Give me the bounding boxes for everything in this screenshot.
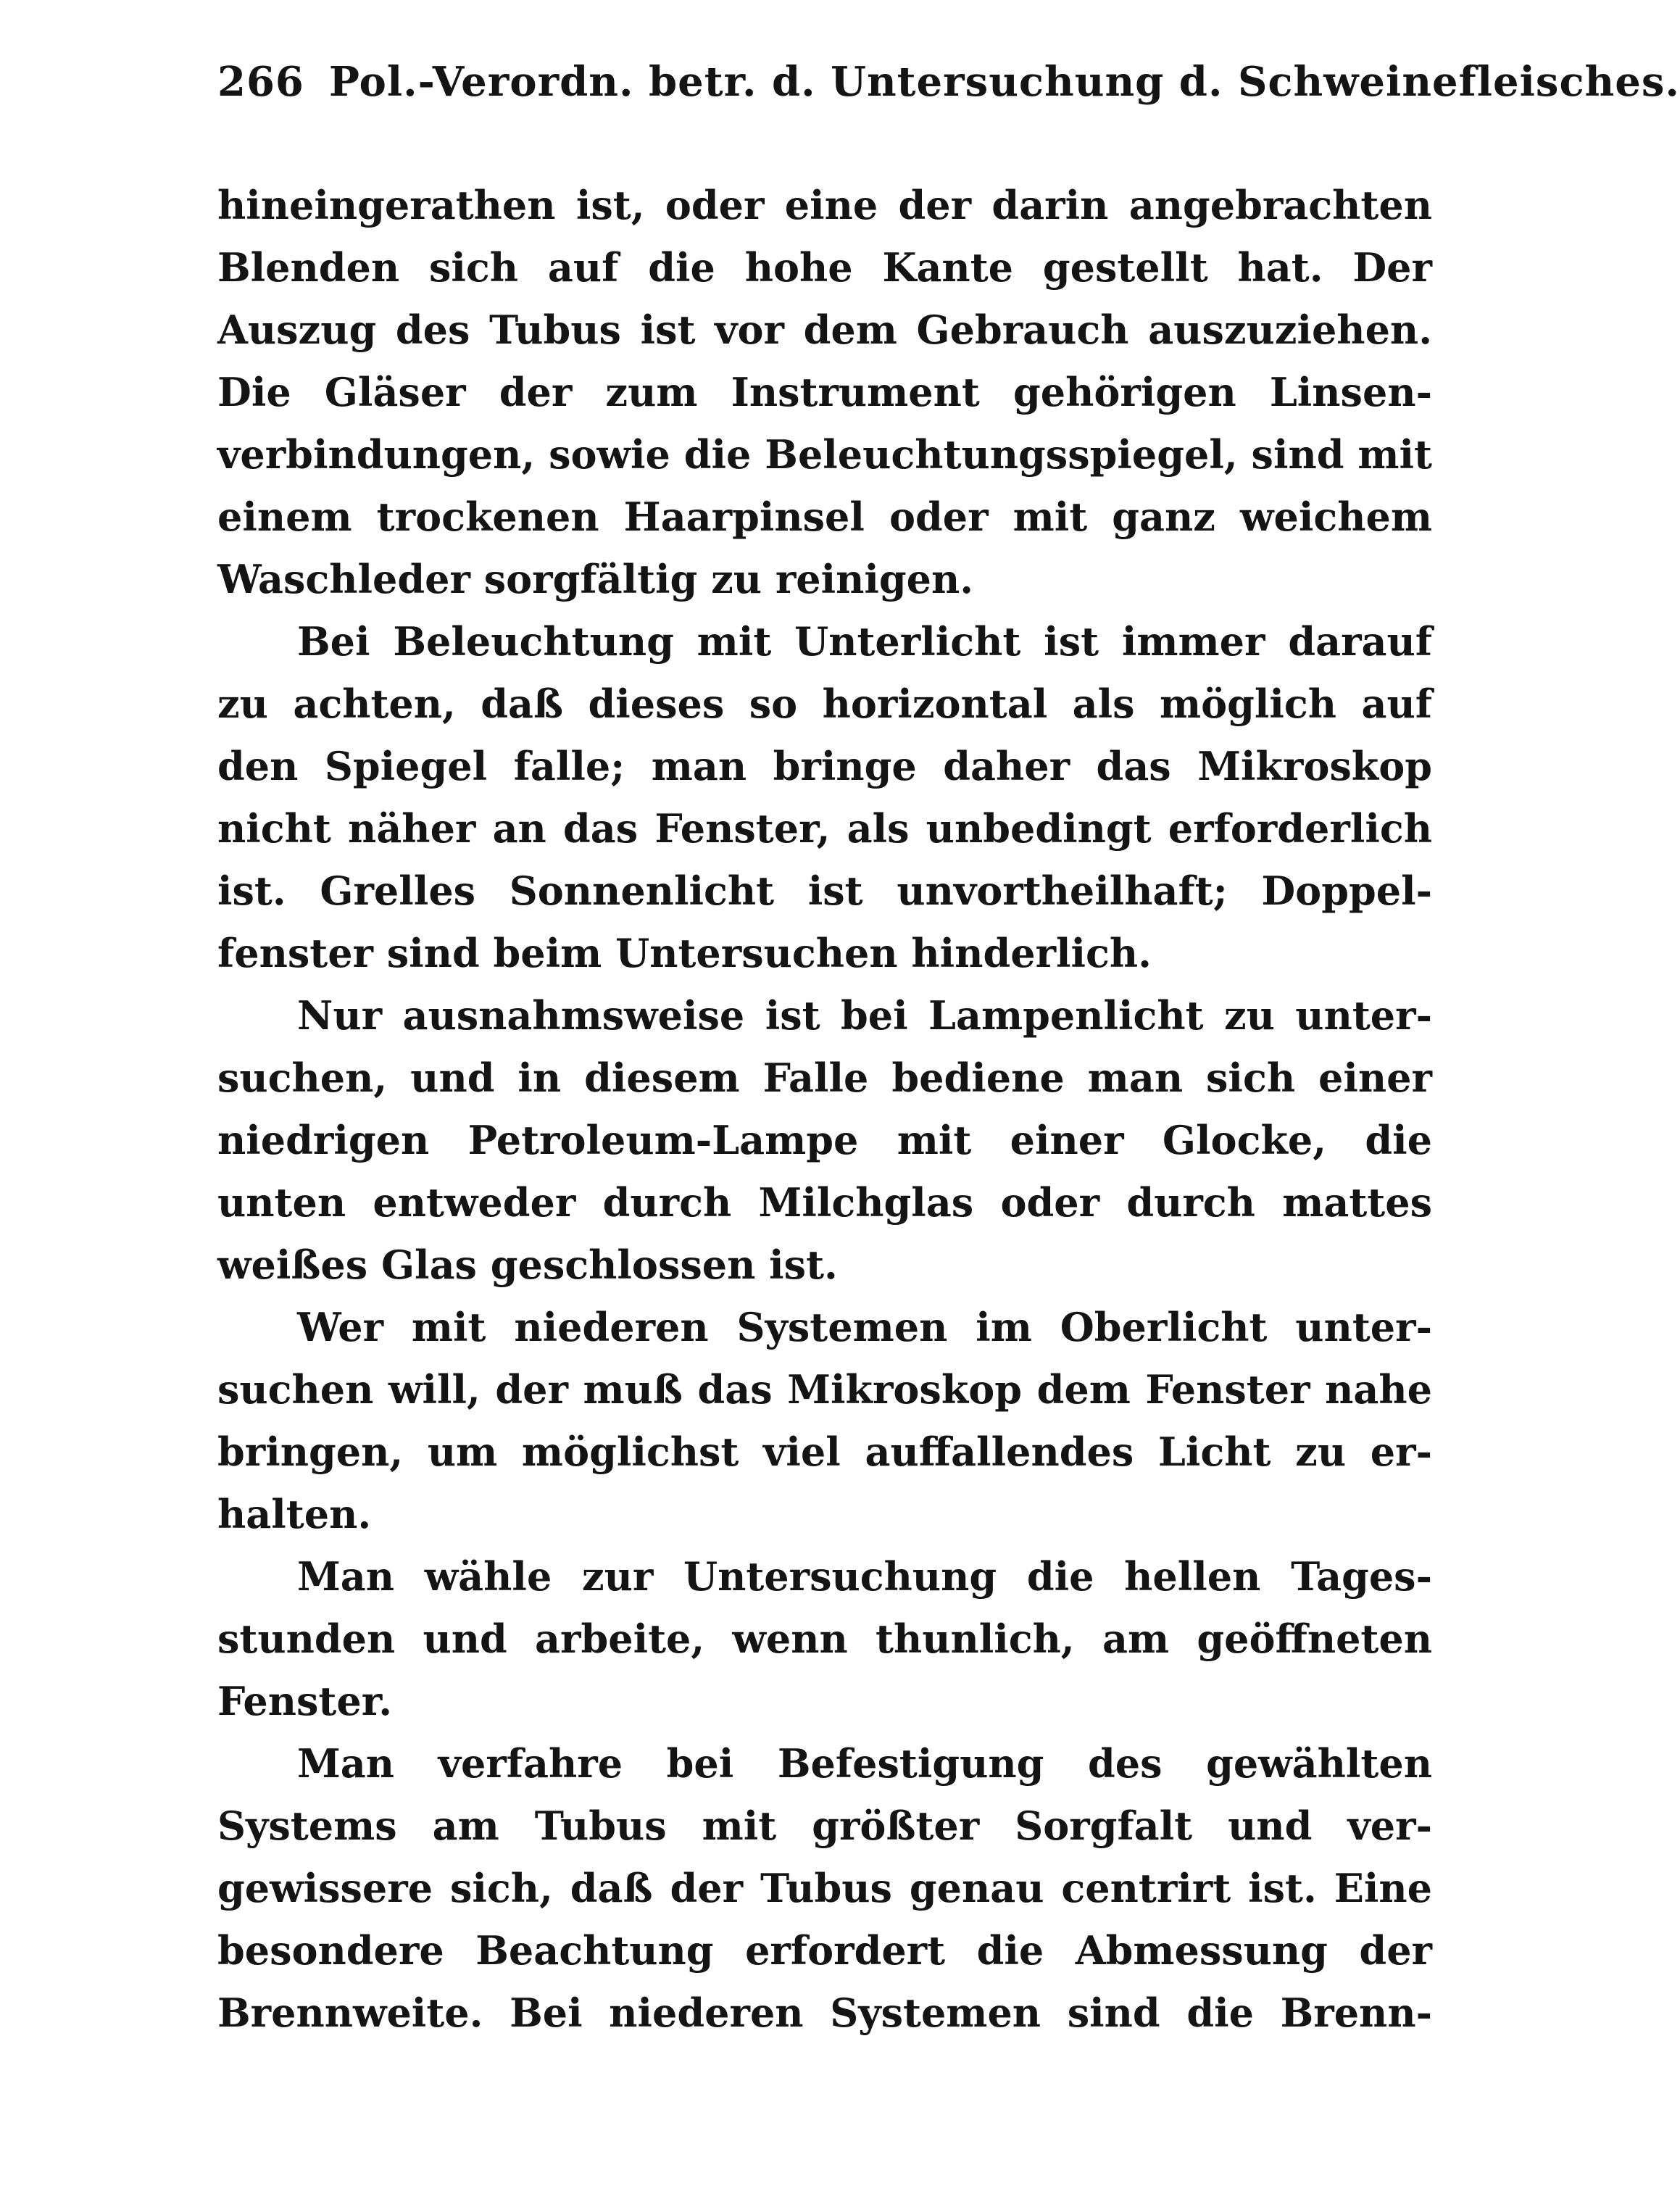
text-line: besondere Beachtung erfordert die Abmessung der <box>217 1927 1432 1974</box>
text-line: gewissere sich, daß der Tubus genau centrirt ist. Eine <box>217 1865 1432 1911</box>
text-line: den Spiegel falle; man bringe daher das Mikroskop <box>217 743 1432 789</box>
text-line: bringen, um möglichst viel auffallendes Licht zu er- <box>217 1429 1432 1475</box>
body-text <box>217 174 1432 2044</box>
text-line: Man wähle zur Untersuchung die hellen Tages- <box>297 1553 1432 1600</box>
paragraph <box>217 1732 1432 2044</box>
text-line: einem trockenen Haarpinsel oder mit ganz weichem <box>217 494 1432 540</box>
text-line: Fenster. <box>217 1678 392 1724</box>
text-line: Auszug des Tubus ist vor dem Gebrauch auszuziehen. <box>217 307 1432 353</box>
text-line: stunden und arbeite, wenn thunlich, am geöffneten <box>217 1616 1432 1662</box>
text-line: weißes Glas geschlossen ist. <box>217 1242 838 1288</box>
paragraph <box>217 1545 1432 1732</box>
text-line: ist. Grelles Sonnenlicht ist unvortheilhaft; Doppel- <box>217 868 1432 914</box>
text-line: niedrigen Petroleum-Lampe mit einer Glocke, die <box>217 1117 1432 1163</box>
text-line: Die Gläser der zum Instrument gehörigen Linsen- <box>217 369 1432 415</box>
text-line: verbindungen, sowie die Beleuchtungsspiegel, sind mit <box>217 431 1432 478</box>
page-number: 266 <box>217 58 304 106</box>
text-line: suchen will, der muß das Mikroskop dem Fenster nahe <box>217 1366 1432 1413</box>
running-title: Pol.-Verordn. betr. d. Untersuchung d. Schweinefleisches. <box>328 58 1680 106</box>
text-line: zu achten, daß dieses so horizontal als möglich auf <box>217 681 1432 727</box>
text-line: Bei Beleuchtung mit Unterlicht ist immer darauf <box>297 618 1432 665</box>
text-line: hineingerathen ist, oder eine der darin angebrachten <box>217 182 1432 228</box>
text-line: Wer mit niederen Systemen im Oberlicht unter- <box>297 1304 1432 1350</box>
text-line: unten entweder durch Milchglas oder durch mattes <box>217 1179 1432 1226</box>
text-line: suchen, und in diesem Falle bediene man sich einer <box>217 1055 1432 1101</box>
text-line: Nur ausnahmsweise ist bei Lampenlicht zu unter- <box>297 992 1432 1039</box>
text-line: Blenden sich auf die hohe Kante gestellt hat. Der <box>217 244 1432 291</box>
text-line: Man verfahre bei Befestigung des gewählten <box>297 1740 1432 1787</box>
paragraph <box>217 610 1432 984</box>
text-line: halten. <box>217 1491 372 1537</box>
book-page <box>217 58 1680 2131</box>
text-line: Systems am Tubus mit größter Sorgfalt und ver- <box>217 1803 1432 1849</box>
running-head <box>217 58 1680 130</box>
text-line: nicht näher an das Fenster, als unbedingt erforderlich <box>217 805 1432 852</box>
paragraph <box>217 984 1432 1296</box>
paragraph <box>217 174 1432 610</box>
text-line: fenster sind beim Untersuchen hinderlich. <box>217 930 1152 976</box>
text-line: Brennweite. Bei niederen Systemen sind die Brenn- <box>217 1990 1432 2036</box>
paragraph <box>217 1296 1432 1545</box>
text-line: Waschleder sorgfältig zu reinigen. <box>217 556 974 602</box>
